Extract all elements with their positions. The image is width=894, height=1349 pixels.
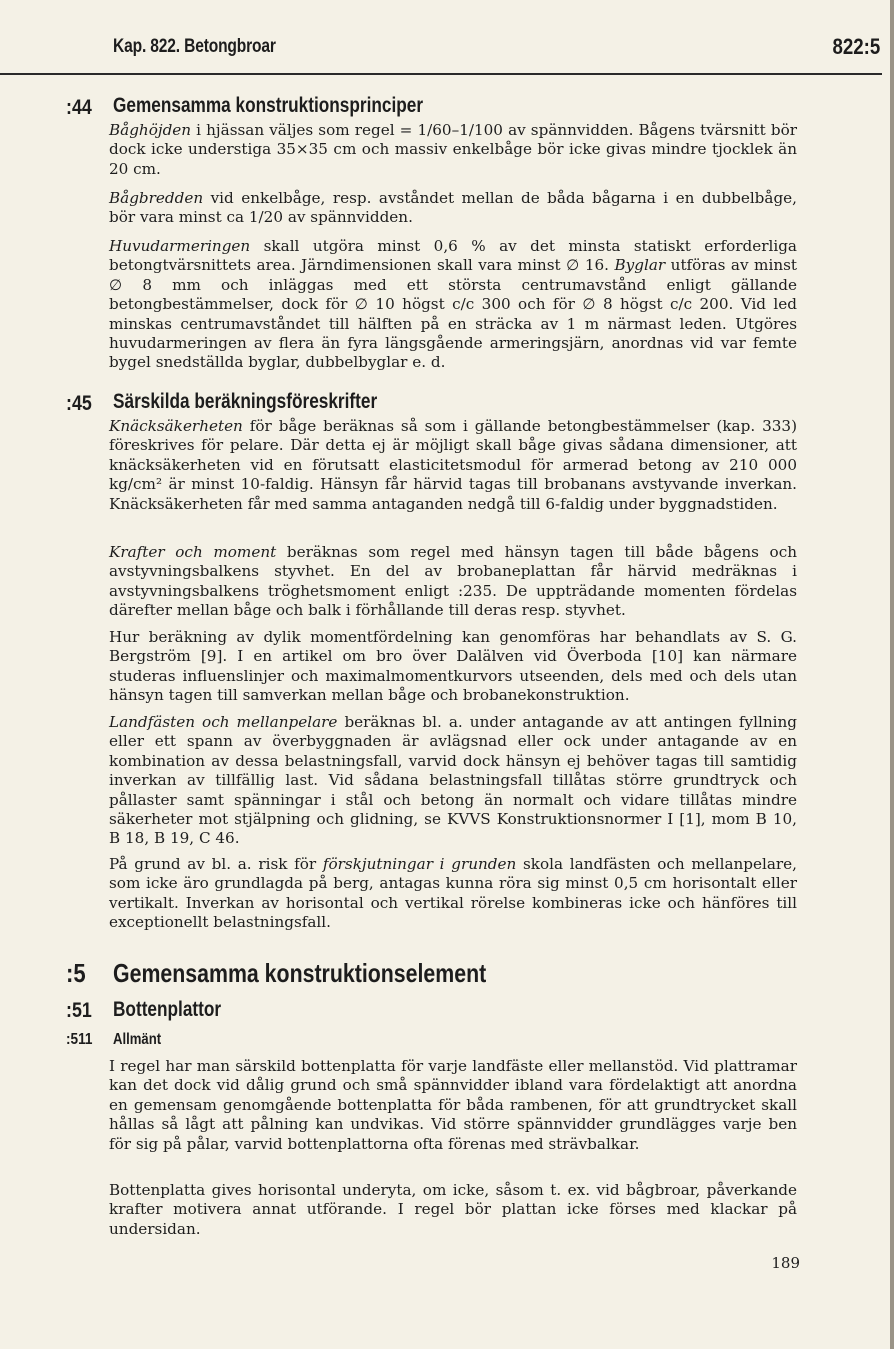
paragraph [109, 417, 797, 514]
paragraph-text: beräknas som regel med hänsyn tagen till både bågens och avstyvningsbalkens styvhet. En del av brobaneplattan får härvid medräknas i avstyvningsbalkens tröghetsmoment enligt :235. De uppträdande momenten fördelas därefter mellan båge och balk i förhållande till deras resp. styvhet. [109, 543, 797, 620]
section-heading: Allmänt [113, 1031, 162, 1048]
header-rule [0, 73, 882, 75]
paragraph-lead: Knäcksäkerheten [109, 417, 243, 435]
section-number: :44 [66, 96, 92, 119]
page-number: 189 [771, 1254, 800, 1272]
paragraph [109, 628, 797, 706]
section-heading: Gemensamma konstruktionselement [113, 958, 487, 988]
running-header [113, 28, 880, 74]
paragraph-text: I regel har man särskild bottenplatta för varje landfäste eller mellanstöd. Vid plattramar kan det dock vid dålig grund och små spännvidder ibland vara fördelaktigt att anordna en gemensam genomgående bottenplatta för båda rambenen, för att grundtrycket skall hållas så lågt att pålning kan undvikas. Vid större spännvidder grundlägges varje ben för sig på pålar, varvid bottenplattorna ofta förenas med strävbalkar. [109, 1057, 797, 1153]
paragraph-text: i hjässan väljes som regel = 1/60–1/100 av spännvidden. Bågens tvärsnitt bör dock icke understiga 35×35 cm och massiv enkelbåge bör icke givas mindre tjocklek än 20 cm. [109, 121, 797, 178]
page-edge [890, 0, 894, 1349]
paragraph-text: skall utgöra minst 0,6 % av det minsta statiskt erforderliga betongtvärsnittets area. Järndimensionen skall vara minst ∅ 16. [109, 237, 797, 275]
paragraph [109, 543, 797, 621]
section-number: :51 [66, 999, 92, 1022]
section-heading: Bottenplattor [113, 998, 222, 1021]
paragraph-lead: Bågbredden [109, 189, 204, 207]
paragraph [109, 121, 797, 179]
paragraph [109, 1181, 797, 1239]
section-number: :511 [66, 1031, 93, 1048]
paragraph-lead: Byglar [614, 256, 666, 275]
paragraph-text: beräknas bl. a. under antagande av att antingen fyllning eller ett spann av överbyggnaden är avlägsnad eller ock under antagande av en kombination av dessa belastningsfall, varvid dock hänsyn ej behöver tagas till samtidig inverkan av tillfällig last. Vid sådana belastningsfall tillåtas större grundtryck och pållaster samt spänningar i stål och betong än normalt och vidare tillåtas mindre säkerheter mot stjälpning och glidning, se KVVS Konstruktionsnormer I [1], mom B 10, B 18, B 19, C 46. [109, 713, 797, 848]
paragraph-lead: Landfästen och mellanpelare [109, 713, 338, 731]
paragraph-text: Bottenplatta gives horisontal underyta, om icke, såsom t. ex. vid bågbroar, påverkande krafter motivera annat utförande. I regel bör plattan icke förses med klackar på undersidan. [109, 1181, 797, 1238]
paragraph [109, 237, 797, 373]
paragraph-lead: Båghöjden [109, 121, 192, 139]
paragraph-text: skola landfästen och mellanpelare, som icke äro grundlagda på berg, antagas kunna röra sig minst 0,5 cm horisontalt eller vertikalt. Inverkan av horisontal och vertikal rörelse kombineras icke och hänföres till exceptionellt belastningsfall. [109, 855, 797, 932]
paragraph-lead: Huvudarmeringen [109, 237, 251, 255]
section-heading: Särskilda beräkningsföreskrifter [113, 390, 378, 413]
chapter-title: Kap. 822. Betongbroar [113, 36, 276, 57]
paragraph [109, 189, 797, 228]
paragraph-text: På grund av bl. a. risk för [109, 855, 323, 873]
paragraph-text: för båge beräknas så som i gällande betongbestämmelser (kap. 333) föreskrives för pelare. Där detta ej är möjligt skall båge givas sådana dimensioner, att knäcksäkerheten vid en förutsatt elasticitetsmodul för armerad betong av 210 000 kg/cm² är minst 10-faldig. Hänsyn får härvid tagas till brobanans avstyvande inverkan. Knäcksäkerheten får med samma antaganden nedgå till 6-faldig under byggnadstiden. [109, 417, 797, 513]
paragraph [109, 713, 797, 849]
section-heading: Gemensamma konstruktionsprinciper [113, 94, 424, 117]
paragraph-text: vid enkelbåge, resp. avståndet mellan de båda bågarna i en dubbelbåge, bör vara minst ca 1/20 av spännvidden. [109, 189, 797, 227]
paragraph-lead: förskjutningar i grunden [322, 855, 517, 873]
paragraph-text: utföras av minst ∅ 8 mm och inläggas med ett största centrumavstånd enligt gällande betongbestämmelser, dock för ∅ 10 högst c/c 300 och för ∅ 8 högst c/c 200. Vid led minskas centrumavståndet till hälften på en sträcka av 1 m närmast leden. Utgöres huvudarmeringen av flera än fyra längsgående armeringsjärn, anordnas vid var femte bygel snedställda byglar, dubbelbyglar e. d. [109, 256, 797, 372]
paragraph-text: Hur beräkning av dylik momentfördelning kan genomföras har behandlats av S. G. Bergström [9]. I en artikel om bro över Dalälven vid Överboda [10] kan närmare studeras influenslinjer och maximalmomentkurvors utseenden, dels med och dels utan hänsyn tagen till samverkan mellan båge och brobanekonstruktion. [109, 628, 797, 705]
paragraph-lead: Krafter och moment [109, 543, 277, 561]
section-number: :5 [66, 958, 86, 988]
paragraph [109, 855, 797, 933]
paragraph [109, 1057, 797, 1154]
section-reference: 822:5 [832, 34, 880, 59]
section-number: :45 [66, 392, 92, 415]
